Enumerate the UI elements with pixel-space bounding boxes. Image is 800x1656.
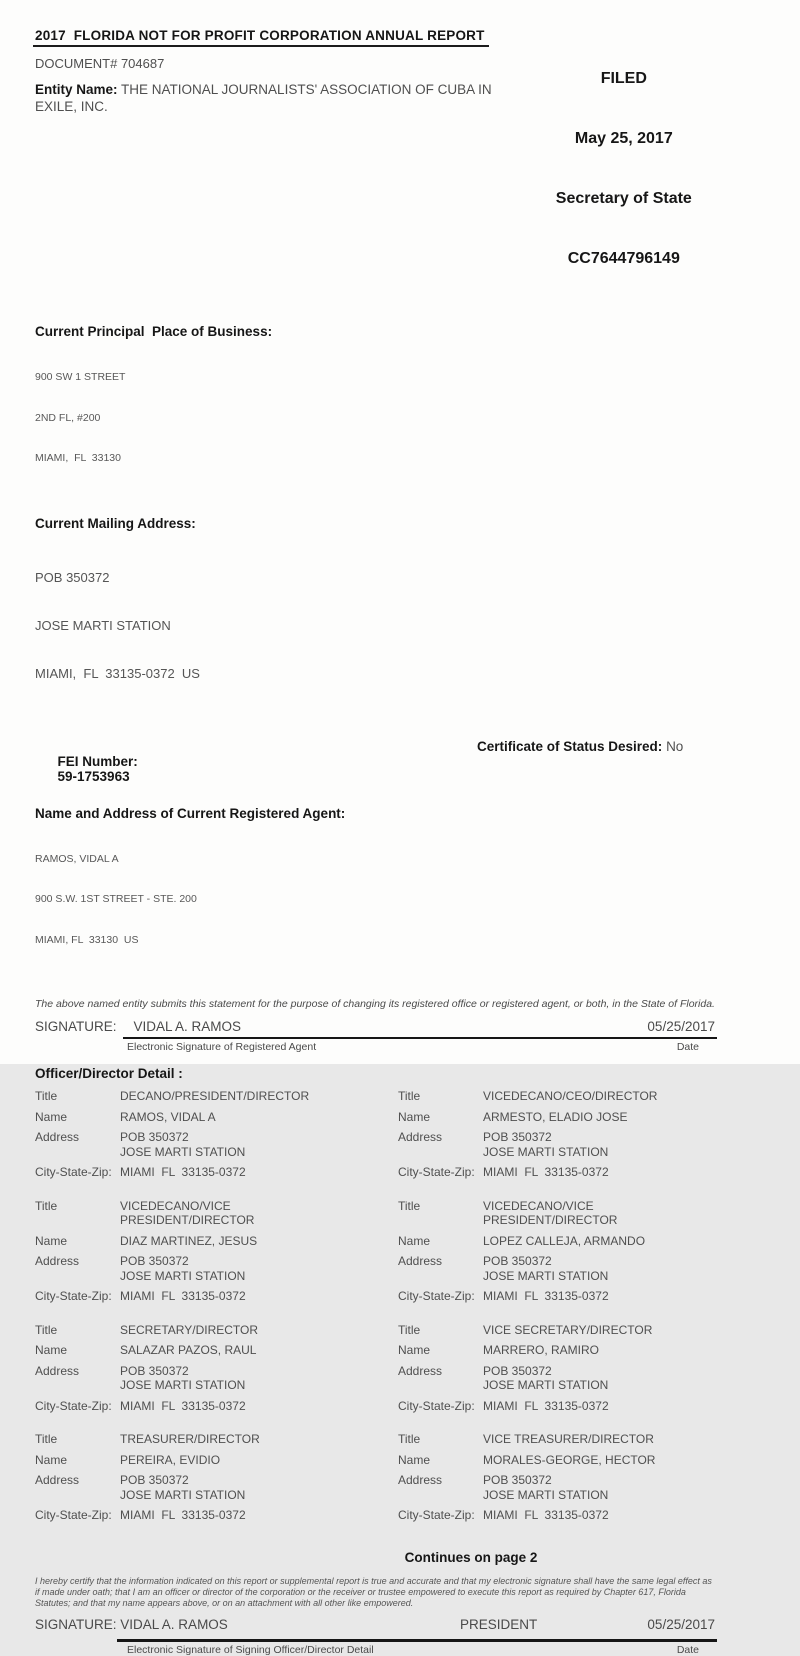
officer-signature-name (35, 1617, 228, 1632)
address-line: JOSE MARTI STATION (483, 1378, 609, 1392)
agent-change-statement: The above named entity submits this statement for the purpose of changing its registered office or registered agent, or both, in the State of Florida. (35, 998, 715, 1010)
officer-name-row (35, 1110, 398, 1125)
signature-rule (117, 1639, 717, 1642)
officer-city-state-zip: MIAMI FL 33135-0372 (483, 1165, 609, 1179)
address-line: JOSE MARTI STATION (120, 1378, 246, 1392)
city-state-zip-label: City-State-Zip: (398, 1398, 475, 1413)
officer-title: SECRETARY/DIRECTOR (120, 1322, 259, 1337)
officer-name-row (398, 1234, 717, 1249)
officer-name: PEREIRA, EVIDIO (120, 1452, 221, 1467)
filed-stamp-number: CC7644796149 (567, 250, 680, 267)
address-line: 2ND FL, #200 (35, 411, 101, 424)
officer-address (483, 1130, 608, 1159)
registered-agent-heading: Name and Address of Current Registered Agent: (35, 805, 346, 821)
officer-address (483, 1254, 608, 1283)
title-label: Title (398, 1432, 421, 1446)
address-line: JOSE MARTI STATION (120, 1268, 246, 1283)
fei-number-value: 59-1753963 (57, 768, 130, 784)
officer-csz-row (398, 1399, 717, 1414)
agent-signature-name: VIDAL A. RAMOS (133, 1019, 242, 1034)
address-line: POB 350372 (120, 1130, 189, 1144)
filed-stamp-line: FILED (600, 70, 647, 87)
officer-title-row (35, 1432, 398, 1447)
address-label: Address (398, 1363, 443, 1378)
address-label: Address (35, 1254, 80, 1268)
agent-signature-caption: Electronic Signature of Registered Agent (127, 1041, 317, 1053)
officer-name: DIAZ MARTINEZ, JESUS (120, 1233, 258, 1248)
agent-signature-date: 05/25/2017 (647, 1019, 715, 1034)
officer-title: VICEDECANO/VICE PRESIDENT/DIRECTOR (483, 1198, 618, 1227)
page-title: 2017 FLORIDA NOT FOR PROFIT CORPORATION ANNUAL REPORT (33, 28, 489, 47)
address-line: POB 350372 (483, 1254, 552, 1268)
document-header (35, 27, 717, 309)
officer-address (483, 1364, 608, 1393)
officer-name: LOPEZ CALLEJA, ARMANDO (483, 1233, 646, 1248)
officer-title: VICE TREASURER/DIRECTOR (483, 1432, 654, 1446)
officer-block (398, 1199, 717, 1310)
principal-place-address (35, 344, 717, 493)
name-label: Name (35, 1343, 68, 1357)
officer-address-row (35, 1130, 398, 1159)
officer-title: VICEDECANO/CEO/DIRECTOR (483, 1089, 658, 1103)
officer-detail-grid (35, 1089, 717, 1542)
officer-name: RAMOS, VIDAL A (120, 1109, 216, 1124)
officer-signature-date: 05/25/2017 (647, 1616, 715, 1632)
entity-name-row (35, 81, 537, 115)
address-line: RAMOS, VIDAL A (35, 852, 119, 865)
officer-city-state-zip: MIAMI FL 33135-0372 (120, 1165, 246, 1179)
title-label: Title (35, 1322, 58, 1337)
officer-address (120, 1130, 245, 1159)
officer-csz-row (398, 1289, 717, 1304)
officer-title: TREASURER/DIRECTOR (120, 1432, 260, 1446)
officer-name: MARRERO, RAMIRO (483, 1343, 600, 1357)
title-label: Title (398, 1322, 421, 1337)
address-label: Address (398, 1254, 443, 1268)
certificate-label: Certificate of Status Desired: (477, 738, 663, 754)
title-label: Title (35, 1432, 58, 1446)
title-label: Title (35, 1089, 58, 1103)
officer-signature-caption: Electronic Signature of Signing Officer/Director Detail (127, 1643, 374, 1656)
address-line: POB 350372 (120, 1473, 189, 1487)
city-state-zip-label: City-State-Zip: (35, 1398, 112, 1413)
officer-city-state-zip: MIAMI FL 33135-0372 (483, 1508, 609, 1522)
name-label: Name (398, 1233, 431, 1248)
address-line: JOSE MARTI STATION (35, 617, 171, 633)
officer-name-row (398, 1343, 717, 1358)
officer-city-state-zip: MIAMI FL 33135-0372 (120, 1508, 246, 1522)
officer-block (398, 1089, 717, 1186)
officer-title: VICE SECRETARY/DIRECTOR (483, 1322, 653, 1337)
entity-name-label: Entity Name: (35, 82, 118, 97)
name-label: Name (35, 1233, 68, 1248)
address-label: Address (35, 1130, 80, 1144)
officer-city-state-zip: MIAMI FL 33135-0372 (483, 1398, 609, 1413)
address-line: MIAMI, FL 33130 (35, 452, 121, 464)
title-label: Title (398, 1089, 421, 1103)
officer-city-state-zip: MIAMI FL 33135-0372 (120, 1398, 246, 1413)
name-label: Name (398, 1343, 431, 1357)
filed-stamp (537, 29, 711, 309)
name-label: Name (35, 1452, 68, 1467)
address-line: POB 350372 (483, 1473, 552, 1487)
officer-name-row (35, 1453, 398, 1468)
officer-title-row (398, 1432, 717, 1447)
city-state-zip-label: City-State-Zip: (35, 1165, 112, 1179)
title-label: Title (398, 1198, 421, 1213)
officer-title: VICEDECANO/VICE PRESIDENT/DIRECTOR (120, 1198, 255, 1227)
address-line: POB 350372 (35, 569, 110, 585)
address-line: JOSE MARTI STATION (120, 1144, 246, 1159)
address-line: JOSE MARTI STATION (483, 1144, 609, 1159)
officer-name-row (35, 1234, 398, 1249)
filed-stamp-office: Secretary of State (555, 190, 692, 207)
officer-name: MORALES-GEORGE, HECTOR (483, 1452, 656, 1467)
officer-title-row (398, 1089, 717, 1104)
officer-title-row (398, 1323, 717, 1338)
fei-number-label: FEI Number: (57, 753, 138, 769)
name-label: Name (35, 1109, 68, 1124)
officer-block (35, 1089, 398, 1186)
mailing-address-heading: Current Mailing Address: (35, 515, 196, 531)
city-state-zip-label: City-State-Zip: (398, 1289, 475, 1303)
officer-address (120, 1254, 245, 1283)
address-line: 900 SW 1 STREET (35, 371, 126, 383)
address-label: Address (35, 1473, 80, 1487)
officer-name-row (35, 1343, 398, 1358)
address-label: Address (35, 1363, 80, 1378)
city-state-zip-label: City-State-Zip: (398, 1165, 475, 1179)
address-line: JOSE MARTI STATION (120, 1487, 246, 1502)
officer-signature-row (35, 1617, 717, 1635)
fei-number (35, 739, 477, 799)
name-label: Name (398, 1452, 431, 1467)
officer-block (398, 1432, 717, 1529)
address-line: JOSE MARTI STATION (483, 1268, 609, 1283)
header-left (35, 27, 537, 115)
address-label: Address (398, 1473, 443, 1487)
address-line: 900 S.W. 1ST STREET - STE. 200 (35, 893, 197, 905)
officer-title: DECANO/PRESIDENT/DIRECTOR (120, 1089, 310, 1103)
entity-name-value: THE NATIONAL JOURNALISTS' ASSOCIATION OF CUBA IN EXILE, INC. (35, 82, 496, 114)
officer-csz-row (398, 1165, 717, 1180)
registered-agent-address (35, 826, 717, 975)
address-line: MIAMI, FL 33135-0372 US (35, 665, 200, 681)
officer-address-row (398, 1254, 717, 1283)
officer-address (483, 1473, 608, 1502)
officer-address-row (398, 1473, 717, 1502)
officer-block (35, 1199, 398, 1310)
agent-signature-row (35, 1019, 717, 1034)
officer-title-row (35, 1199, 398, 1228)
date-caption: Date (676, 1643, 699, 1656)
officer-title-row (398, 1199, 717, 1228)
signer-title: PRESIDENT (460, 1616, 538, 1632)
officer-city-state-zip: MIAMI FL 33135-0372 (483, 1289, 609, 1303)
officer-address-row (398, 1130, 717, 1159)
signature-rule (123, 1037, 717, 1039)
address-line: MIAMI, FL 33130 US (35, 933, 139, 946)
officer-address-row (35, 1473, 398, 1502)
title-label: Title (35, 1198, 58, 1213)
continues-note: Continues on page 2 (404, 1549, 538, 1565)
address-line: POB 350372 (483, 1363, 552, 1378)
certification-statement: I hereby certify that the information indicated on this report or supplemental report is true and accurate and that my electronic signature shall have the same legal effect as if made under oath; that I am an officer or director of the corporation or the receiver or trustee empowered to execute this report as required by Chapter 617, Florida Statutes; and that my name appears above, or on an attachment with all other like empowered. (35, 1575, 715, 1608)
officer-name-row (398, 1110, 717, 1125)
officer-title-row (35, 1089, 398, 1104)
document-number: DOCUMENT# 704687 (35, 56, 165, 71)
officer-detail-heading: Officer/Director Detail : (35, 1066, 183, 1081)
officer-block (398, 1323, 717, 1420)
signature-label: SIGNATURE: (35, 1616, 117, 1632)
fei-certificate-row (35, 739, 717, 799)
address-line: POB 350372 (483, 1130, 552, 1144)
signer-name: VIDAL A. RAMOS (120, 1616, 228, 1632)
mailing-address (35, 538, 717, 714)
address-line: JOSE MARTI STATION (483, 1487, 609, 1502)
officer-address (120, 1364, 245, 1393)
officer-name-row (398, 1453, 717, 1468)
officer-address-row (35, 1254, 398, 1283)
filed-stamp-date: May 25, 2017 (574, 130, 673, 147)
agent-signature-captions (127, 1041, 717, 1053)
officer-csz-row (35, 1289, 398, 1304)
principal-place-heading: Current Principal Place of Business: (35, 324, 273, 339)
officer-title-row (35, 1323, 398, 1338)
officer-block (35, 1323, 398, 1420)
officer-signature-captions (127, 1644, 717, 1656)
officer-address (120, 1473, 245, 1502)
officer-city-state-zip: MIAMI FL 33135-0372 (120, 1289, 246, 1303)
certificate-value: No (666, 738, 684, 754)
name-label: Name (398, 1109, 431, 1124)
city-state-zip-label: City-State-Zip: (35, 1289, 112, 1303)
officer-csz-row (35, 1165, 398, 1180)
city-state-zip-label: City-State-Zip: (398, 1508, 475, 1522)
certificate-of-status (477, 739, 683, 799)
officer-address-row (398, 1364, 717, 1393)
officer-csz-row (35, 1399, 398, 1414)
date-caption: Date (676, 1041, 699, 1053)
address-line: POB 350372 (120, 1254, 189, 1268)
signature-label: SIGNATURE: (35, 1019, 117, 1034)
officer-name: ARMESTO, ELADIO JOSE (483, 1109, 628, 1124)
city-state-zip-label: City-State-Zip: (35, 1508, 112, 1522)
officer-address-row (35, 1364, 398, 1393)
officer-csz-row (398, 1508, 717, 1523)
officer-csz-row (35, 1508, 398, 1523)
officer-name: SALAZAR PAZOS, RAUL (120, 1343, 257, 1357)
address-line: POB 350372 (120, 1363, 189, 1378)
officer-block (35, 1432, 398, 1529)
address-label: Address (398, 1130, 443, 1144)
